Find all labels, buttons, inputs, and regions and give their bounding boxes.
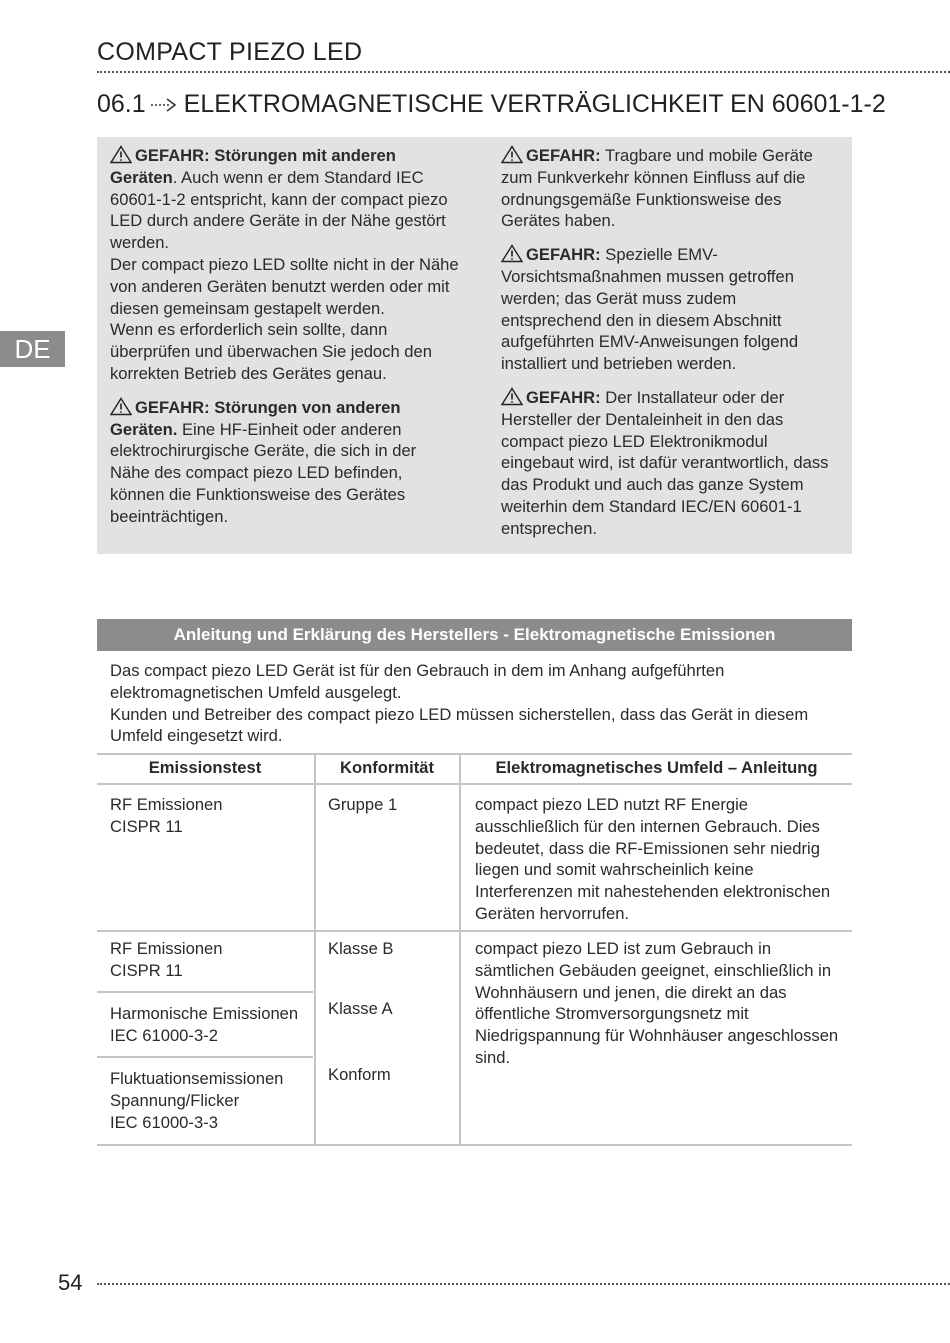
- table-row-guidance: compact piezo LED nutzt RF Energie ausschließlich für den internen Gebrauch. Dies bedeutet, dass die RF-Emissionen sehr niedrig liegen und somit wahrscheinlich keine Interferenzen mit nahestehenden elektronischen Geräten hervorrufen.: [475, 795, 831, 923]
- table-rule: [97, 1144, 852, 1146]
- section-title: ELEKTROMAGNETISCHE VERTRÄGLICHKEIT EN 60601-1-2: [183, 90, 886, 118]
- table-column-divider: [459, 753, 461, 1146]
- table-rule: [97, 930, 852, 932]
- table-row-test: Fluktuationsemissionen Spannung/Flicker IEC 61000-3-3: [110, 1069, 284, 1132]
- section-number: 06.1: [97, 90, 146, 118]
- warning-text: . Auch wenn er dem Standard IEC 60601-1-2 entspricht, kann der compact piezo LED durch andere Geräte in der Nähe gestört werden.: [110, 167, 448, 253]
- intro-text: Das compact piezo LED Gerät ist für den Gebrauch in dem im Anhang aufgeführten elektromagnetischen Umfeld ausgelegt.: [110, 661, 725, 702]
- warning-lead: GEFAHR:: [526, 245, 601, 265]
- dotted-arrow-icon: [150, 97, 178, 113]
- warning-column-right: [501, 145, 841, 552]
- table-row-conformity: Konform: [328, 1065, 391, 1084]
- warning-item: [110, 397, 460, 528]
- warning-lead: GEFAHR: Störungen von anderen Geräten.: [110, 397, 401, 439]
- warning-box: [97, 137, 852, 554]
- warning-triangle-icon: [501, 244, 523, 263]
- language-tab: DE: [0, 331, 65, 367]
- table-row-test: Harmonische Emissionen IEC 61000-3-2: [110, 1004, 299, 1045]
- table-rule: [97, 753, 852, 755]
- table-row-conformity: Gruppe 1: [328, 795, 398, 814]
- column-header: Konformität: [339, 758, 435, 777]
- document-title: COMPACT PIEZO LED: [97, 38, 363, 66]
- page-number: 54: [58, 1270, 83, 1295]
- intro-text: Kunden und Betreiber des compact piezo LED müssen sicherstellen, dass das Gerät in diesem Umfeld eingesetzt wird.: [110, 704, 809, 746]
- section-heading: [97, 90, 886, 119]
- warning-triangle-icon: [501, 145, 523, 164]
- warning-text: Wenn es erforderlich sein sollte, dann überprüfen und überwachen Sie jedoch den korrekten Betrieb des Gerätes genau.: [110, 320, 432, 383]
- warning-item: [501, 387, 841, 540]
- warning-lead: GEFAHR:: [526, 146, 601, 165]
- warning-triangle-icon: [110, 397, 132, 416]
- table-rule: [97, 783, 852, 785]
- column-header: Elektromagnetisches Umfeld – Anleitung: [495, 758, 818, 777]
- warning-column-left: [110, 145, 460, 540]
- warning-text: Spezielle EMV-Vorsichtsmaßnahmen mussen getroffen werden; das Gerät muss zudem entsprechend den in diesem Abschnitt aufgeführten EMV-Anweisungen folgend installiert und betrieben werden.: [501, 245, 799, 374]
- warning-lead: GEFAHR:: [526, 387, 601, 407]
- table-intro: [110, 660, 850, 747]
- table-row-conformity: Klasse B: [328, 939, 394, 958]
- warning-lead: GEFAHR: Störungen mit anderen Geräten: [110, 146, 396, 187]
- table-row-guidance: compact piezo LED ist zum Gebrauch in sämtlichen Gebäuden geeignet, einschließlich in Wohnhäusern und jenen, die direkt an das öffentliche Stromversorgungsnetz mit Niedrigspannung für Wohnhäuser angeschlossen sind.: [475, 939, 839, 1067]
- table-heading: Anleitung und Erklärung des Herstellers - Elektromagnetische Emissionen: [97, 619, 852, 651]
- warning-triangle-icon: [501, 387, 523, 406]
- warning-text: Der compact piezo LED sollte nicht in der Nähe von anderen Geräten benutzt werden oder mit diesen gemeinsam gestapelt werden.: [110, 254, 459, 318]
- table-row-test: RF Emissionen CISPR 11: [110, 795, 223, 836]
- warning-text: Eine HF-Einheit oder anderen elektrochirurgische Geräte, die sich in der Nähe des compact piezo LED befinden, können die Funktionsweise des Gerätes beeinträchtigen.: [110, 419, 417, 526]
- warning-text: Tragbare und mobile Geräte zum Funkverkehr können Einfluss auf die ordnungsgemäße Funktionsweise des Gerätes haben.: [501, 146, 813, 231]
- warning-triangle-icon: [110, 145, 132, 164]
- table-row-conformity: Klasse A: [328, 999, 393, 1018]
- header-divider: [97, 71, 950, 73]
- warning-item: [110, 145, 460, 385]
- warning-item: [501, 145, 841, 232]
- column-header: Emissionstest: [148, 758, 262, 777]
- footer-divider: [97, 1283, 950, 1285]
- table-column-divider: [314, 753, 316, 1146]
- table-row-test: RF Emissionen CISPR 11: [110, 939, 223, 980]
- warning-item: [501, 244, 841, 375]
- warning-text: Der Installateur oder der Hersteller der Dentaleinheit in den das compact piezo LED Elektronikmodul eingebaut wird, ist dafür verantwortlich, dass das Produkt und auch das ganze System weiterhin dem Standard IEC/EN 60601-1 entsprechen.: [501, 387, 829, 538]
- table-rule: [97, 991, 313, 993]
- table-rule: [97, 1056, 313, 1058]
